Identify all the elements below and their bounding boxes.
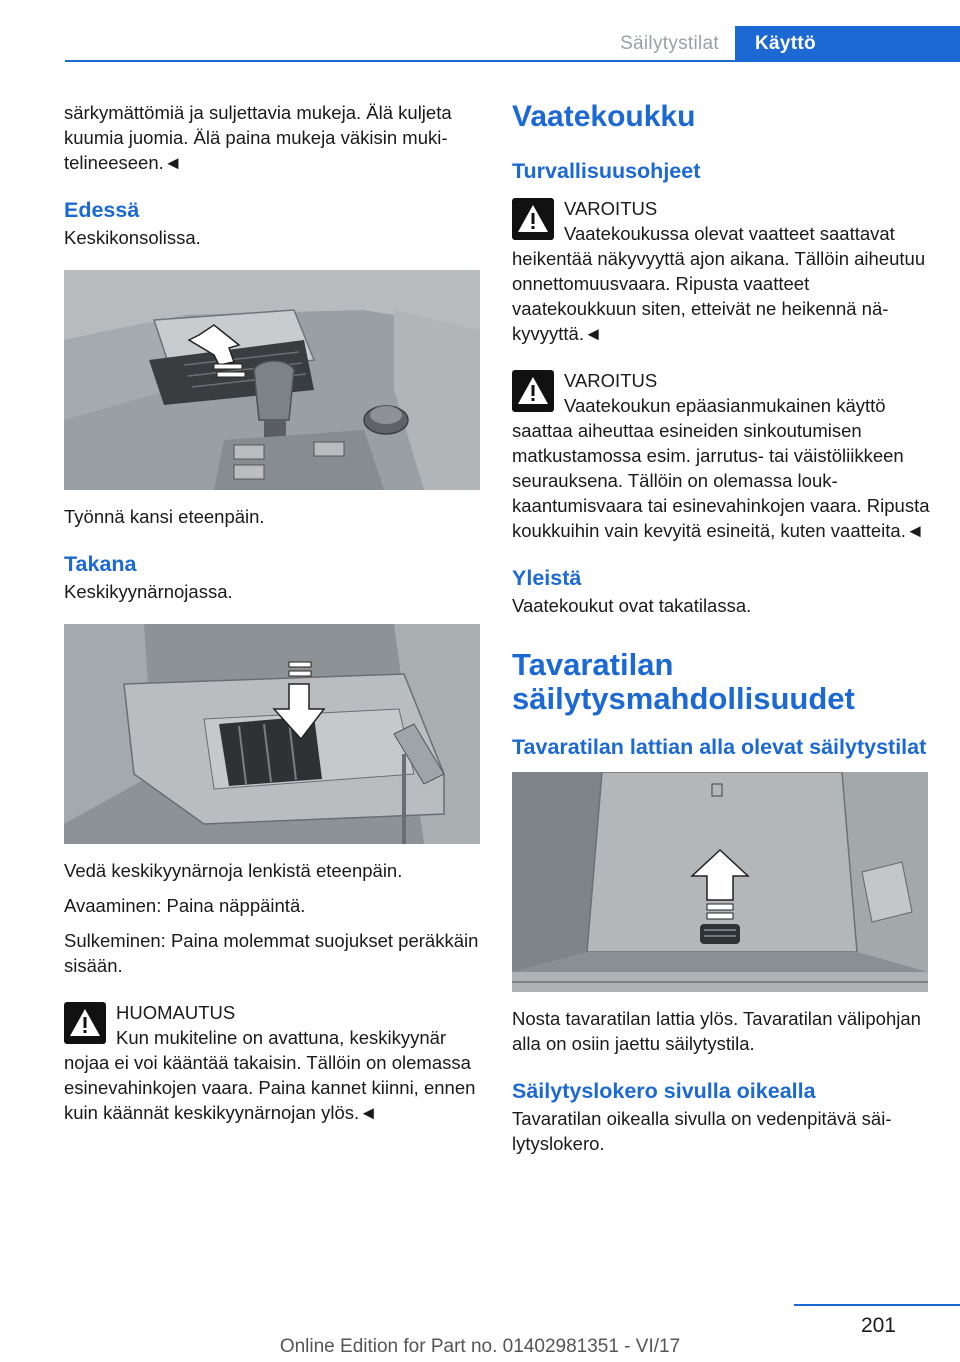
rear-armrest-cupholder-figure xyxy=(64,624,480,844)
safety-heading: Turvallisuusohjeet xyxy=(512,159,701,183)
notice-title: HUOMAUTUS xyxy=(116,1002,236,1023)
header-rule xyxy=(65,60,960,62)
warning-triangle-icon xyxy=(512,198,554,240)
floor-storage-text: Nosta tavaratilan lattia ylös. Tavaratilan välipohjan alla on osiin jaettu säilytystila. xyxy=(512,1008,921,1054)
footer-rule xyxy=(794,1304,960,1306)
page-number: 201 xyxy=(860,1314,896,1337)
front-caption: Työnnä kansi eteenpäin. xyxy=(64,506,265,527)
warning-1-text: heikentää näkyvyyttä ajon aikana. Tällöin aiheutuu onnettomuusvaara. Ripusta vaatteet vaatekoukkuun siten, etteivät ne heikennä näkyvyyttä.◄ xyxy=(512,248,926,344)
left-column xyxy=(64,100,482,1125)
front-heading: Edessä xyxy=(64,198,140,222)
intro-text: särkymättömiä ja suljettavia mukeja. Älä kuljeta kuumia juomia. Älä paina mukeja väkisin mukitelineeseen.◄ xyxy=(64,102,452,173)
warning-box-2 xyxy=(512,368,930,543)
clothes-hook-heading: Vaatekoukku xyxy=(512,100,696,133)
side-compartment-text: Tavaratilan oikealla sivulla on vedenpitävä säilytyslokero. xyxy=(512,1108,892,1154)
warning-2-first-line: Vaatekoukun epäasianmukainen käyttö xyxy=(564,395,886,416)
floor-storage-heading: Tavaratilan lattian alla olevat säilytystilat xyxy=(512,735,927,759)
warning-triangle-icon xyxy=(512,370,554,412)
chapter-tab: Käyttö xyxy=(735,26,960,62)
rear-caption: Vedä keskikyynärnoja lenkistä eteenpäin. xyxy=(64,860,403,881)
rear-heading: Takana xyxy=(64,552,137,576)
notice-text: nojaa ei voi kääntää takaisin. Tällöin on olemassa esinevahinkojen vaara. Paina kannet kiinni, ennen kuin käännät keskikyynärnojan ylös.◄ xyxy=(64,1052,476,1123)
notice-first-line: Kun mukiteline on avattuna, keskikyynär xyxy=(116,1027,447,1048)
center-console-cupholder-figure xyxy=(64,270,480,490)
section-label: Säilytystilat xyxy=(620,33,719,54)
page-header xyxy=(0,0,960,62)
warning-box-1 xyxy=(512,196,930,346)
close-instruction: Sulkeminen: Paina molemmat suojukset peräkkäin sisään. xyxy=(64,930,479,976)
edition-footer: Online Edition for Part no. 01402981351 - VI/17 xyxy=(279,1336,681,1357)
right-column xyxy=(512,100,930,1156)
warning-2-title: VAROITUS xyxy=(564,370,658,391)
notice-box xyxy=(64,1000,482,1125)
warning-1-title: VAROITUS xyxy=(564,198,658,219)
general-text: Vaatekoukut ovat takatilassa. xyxy=(512,595,752,616)
warning-1-first-line: Vaatekoukussa olevat vaatteet saattavat xyxy=(564,223,895,244)
open-instruction: Avaaminen: Paina näppäintä. xyxy=(64,895,306,916)
cargo-floor-figure xyxy=(512,772,928,992)
general-heading: Yleistä xyxy=(512,566,582,590)
front-location: Keskikonsolissa. xyxy=(64,227,201,248)
warning-2-text: saattaa aiheuttaa esineiden sinkoutumisen matkustamossa esim. jarrutus- tai väistöliikkeen seurauksena. Tällöin on olemassa loukkaantumisvaara tai esinevahinkojen vaara. Ripusta koukkuihin vain kevyitä esineitä, kuten vaatteita.◄ xyxy=(512,420,930,541)
side-compartment-heading: Säilytyslokero sivulla oikealla xyxy=(512,1079,816,1103)
warning-triangle-icon xyxy=(64,1002,106,1044)
cargo-storage-heading: Tavaratilan säilytysmahdollisuudet xyxy=(512,647,855,716)
rear-location: Keskikyynärnojassa. xyxy=(64,581,233,602)
